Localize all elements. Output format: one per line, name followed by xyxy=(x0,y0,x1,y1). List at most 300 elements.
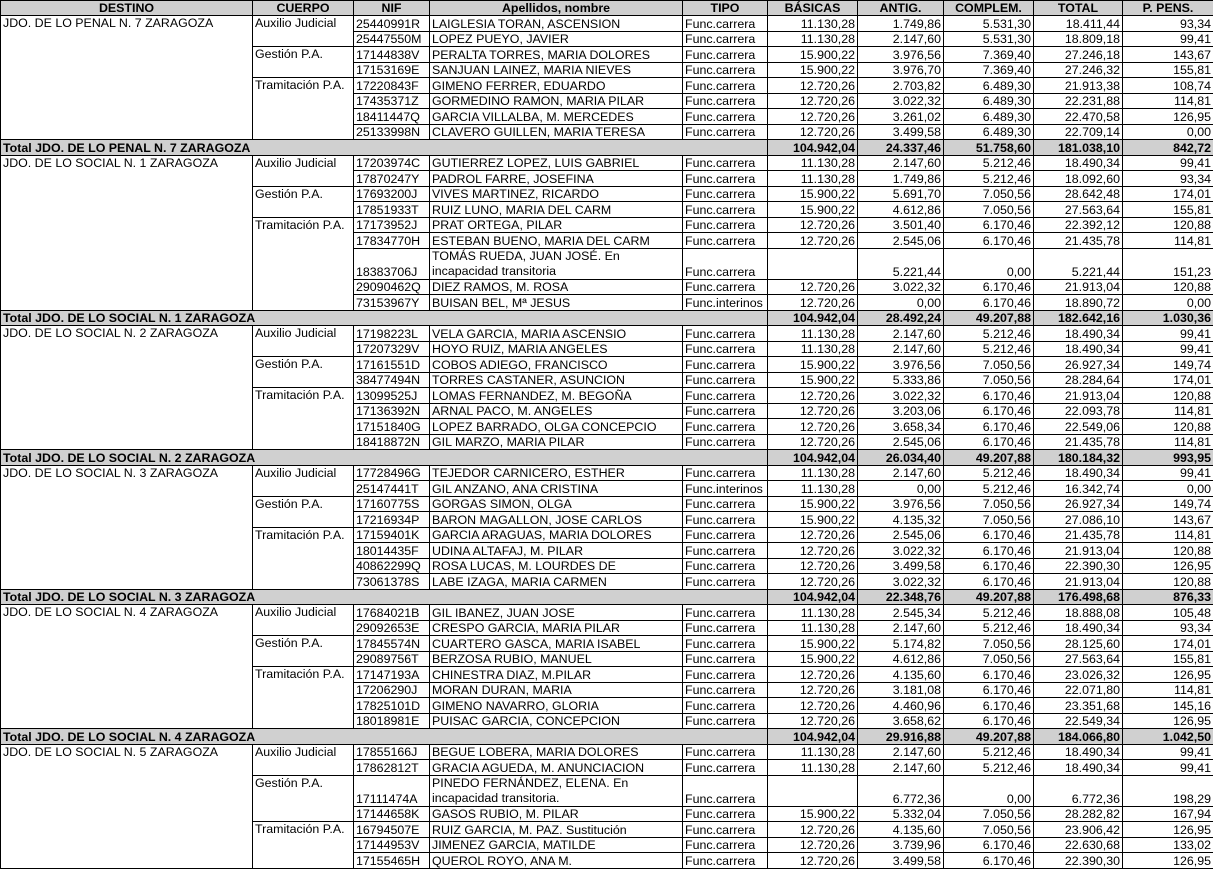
destino-cell: JDO. DE LO SOCIAL N. 1 ZARAGOZA xyxy=(1,155,253,310)
destino-cell: JDO. DE LO SOCIAL N. 4 ZARAGOZA xyxy=(1,605,253,729)
tipo-cell: Func.carrera xyxy=(683,558,768,574)
total-cell: 18.411,44 xyxy=(1034,16,1123,32)
basicas-cell: 15.900,22 xyxy=(768,62,858,78)
complem-cell: 6.170,46 xyxy=(944,837,1034,853)
nombre-cell: PRAT ORTEGA, PILAR xyxy=(430,217,683,233)
antig-cell: 3.501,40 xyxy=(858,217,944,233)
nif-cell: 17144838V xyxy=(354,47,430,63)
ppens-cell: 133,02 xyxy=(1123,837,1213,853)
nif-cell: 17198223L xyxy=(354,326,430,342)
total-cell: 21.913,04 xyxy=(1034,279,1123,295)
ppens-cell: 114,81 xyxy=(1123,434,1213,450)
tipo-cell: Func.carrera xyxy=(683,388,768,404)
tipo-cell: Func.carrera xyxy=(683,233,768,249)
basicas-cell: 12.720,26 xyxy=(768,109,858,125)
nombre-cell: PUISAC GARCIA, CONCEPCION xyxy=(430,713,683,729)
total-basicas-cell: 104.942,04 xyxy=(768,589,858,605)
tipo-cell: Func.interinos xyxy=(683,481,768,497)
cuerpo-cell: Tramitación P.A. xyxy=(253,822,354,869)
complem-cell: 7.050,56 xyxy=(944,372,1034,388)
nombre-cell: ESTEBAN BUENO, MARIA DEL CARM xyxy=(430,233,683,249)
nif-cell: 17151840G xyxy=(354,419,430,435)
cuerpo-cell: Gestión P.A. xyxy=(253,47,354,78)
antig-cell: 3.658,62 xyxy=(858,713,944,729)
nombre-cell: GIL MARZO, MARIA PILAR xyxy=(430,434,683,450)
basicas-cell: 11.130,28 xyxy=(768,760,858,776)
ppens-cell: 126,95 xyxy=(1123,109,1213,125)
tipo-cell: Func.carrera xyxy=(683,496,768,512)
ppens-cell: 99,41 xyxy=(1123,155,1213,171)
table-row xyxy=(1,744,1213,760)
nif-cell: 13099525J xyxy=(354,388,430,404)
complem-cell: 6.170,46 xyxy=(944,713,1034,729)
complem-cell: 6.489,30 xyxy=(944,93,1034,109)
section-total-label: Total JDO. DE LO SOCIAL N. 1 ZARAGOZA xyxy=(1,310,768,326)
total-cell: 5.221,44 xyxy=(1034,248,1123,279)
nif-cell: 17862812T xyxy=(354,760,430,776)
total-cell: 26.927,34 xyxy=(1034,357,1123,373)
nombre-cell: GARCIA ARAGUAS, MARIA DOLORES xyxy=(430,527,683,543)
destino-cell: JDO. DE LO SOCIAL N. 2 ZARAGOZA xyxy=(1,326,253,450)
complem-cell: 6.170,46 xyxy=(944,233,1034,249)
nif-cell: 17206290J xyxy=(354,682,430,698)
total-antig-cell: 24.337,46 xyxy=(858,140,944,156)
total-cell: 18.890,72 xyxy=(1034,295,1123,311)
antig-cell: 2.147,60 xyxy=(858,341,944,357)
tipo-cell: Func.carrera xyxy=(683,636,768,652)
nombre-cell: PADROL FARRE, JOSEFINA xyxy=(430,171,683,187)
cuerpo-cell: Gestión P.A. xyxy=(253,636,354,667)
total-cell: 22.549,06 xyxy=(1034,419,1123,435)
total-cell: 18.490,34 xyxy=(1034,326,1123,342)
total-cell: 18.490,34 xyxy=(1034,744,1123,760)
total-cell: 21.913,38 xyxy=(1034,78,1123,94)
nombre-cell: GASOS RUBIO, M. PILAR xyxy=(430,806,683,822)
nombre-cell: DIEZ RAMOS, M. ROSA xyxy=(430,279,683,295)
tipo-cell: Func.carrera xyxy=(683,326,768,342)
total-ppens-cell: 993,95 xyxy=(1123,450,1213,466)
nombre-cell: UDINA ALTAFAJ, M. PILAR xyxy=(430,543,683,559)
total-cell: 23.351,68 xyxy=(1034,698,1123,714)
nif-cell: 73061378S xyxy=(354,574,430,590)
cuerpo-cell: Auxilio Judicial xyxy=(253,326,354,357)
nombre-cell: ARNAL PACO, M. ANGELES xyxy=(430,403,683,419)
basicas-cell: 11.130,28 xyxy=(768,326,858,342)
nombre-cell: CUARTERO GASCA, MARIA ISABEL xyxy=(430,636,683,652)
complem-cell: 6.489,30 xyxy=(944,78,1034,94)
nif-cell: 17111474A xyxy=(354,775,430,806)
total-cell: 18.809,18 xyxy=(1034,31,1123,47)
complem-cell: 6.170,46 xyxy=(944,667,1034,683)
nombre-cell: GIMENO FERRER, EDUARDO xyxy=(430,78,683,94)
antig-cell: 4.612,86 xyxy=(858,651,944,667)
tipo-cell: Func.carrera xyxy=(683,279,768,295)
antig-cell: 3.181,08 xyxy=(858,682,944,698)
basicas-cell xyxy=(768,775,858,806)
cuerpo-cell: Gestión P.A. xyxy=(253,186,354,217)
nif-cell: 17203974C xyxy=(354,155,430,171)
antig-cell: 5.221,44 xyxy=(858,248,944,279)
total-cell: 27.563,64 xyxy=(1034,202,1123,218)
header-antig: ANTIG. xyxy=(858,1,944,16)
total-cell: 22.071,80 xyxy=(1034,682,1123,698)
tipo-cell: Func.carrera xyxy=(683,372,768,388)
nif-cell: 17160775S xyxy=(354,496,430,512)
complem-cell: 7.369,40 xyxy=(944,47,1034,63)
antig-cell: 0,00 xyxy=(858,295,944,311)
antig-cell: 4.612,86 xyxy=(858,202,944,218)
basicas-cell: 15.900,22 xyxy=(768,651,858,667)
complem-cell: 6.170,46 xyxy=(944,403,1034,419)
antig-cell: 5.333,86 xyxy=(858,372,944,388)
ppens-cell: 114,81 xyxy=(1123,682,1213,698)
basicas-cell: 15.900,22 xyxy=(768,806,858,822)
antig-cell: 3.499,58 xyxy=(858,853,944,869)
nif-cell: 17825101D xyxy=(354,698,430,714)
complem-cell: 7.050,56 xyxy=(944,186,1034,202)
antig-cell: 2.545,06 xyxy=(858,434,944,450)
complem-cell: 5.212,46 xyxy=(944,171,1034,187)
basicas-cell: 12.720,26 xyxy=(768,527,858,543)
nif-cell: 17207329V xyxy=(354,341,430,357)
complem-cell: 6.170,46 xyxy=(944,419,1034,435)
complem-cell: 6.170,46 xyxy=(944,434,1034,450)
basicas-cell: 11.130,28 xyxy=(768,31,858,47)
total-cell: 6.772,36 xyxy=(1034,775,1123,806)
nif-cell: 40862299Q xyxy=(354,558,430,574)
nif-cell: 17845574N xyxy=(354,636,430,652)
cuerpo-cell: Auxilio Judicial xyxy=(253,744,354,775)
nombre-cell: GIMENO NAVARRO, GLORIA xyxy=(430,698,683,714)
table-row xyxy=(1,326,1213,342)
section-total-row xyxy=(1,450,1213,466)
antig-cell: 2.147,60 xyxy=(858,760,944,776)
table-row xyxy=(1,465,1213,481)
ppens-cell: 155,81 xyxy=(1123,202,1213,218)
antig-cell: 3.022,32 xyxy=(858,543,944,559)
tipo-cell: Func.carrera xyxy=(683,16,768,32)
section-total-label: Total JDO. DE LO PENAL N. 7 ZARAGOZA xyxy=(1,140,768,156)
nif-cell: 17855166J xyxy=(354,744,430,760)
ppens-cell: 174,01 xyxy=(1123,186,1213,202)
nif-cell: 17153169E xyxy=(354,62,430,78)
total-cell: 22.630,68 xyxy=(1034,837,1123,853)
destino-cell: JDO. DE LO PENAL N. 7 ZARAGOZA xyxy=(1,16,253,140)
total-cell: 16.342,74 xyxy=(1034,481,1123,497)
complem-cell: 5.212,46 xyxy=(944,481,1034,497)
nombre-cell: LOMAS FERNANDEZ, M. BEGOÑA xyxy=(430,388,683,404)
nif-cell: 17147193A xyxy=(354,667,430,683)
cuerpo-cell: Auxilio Judicial xyxy=(253,155,354,186)
nombre-cell: GRACIA AGUEDA, M. ANUNCIACION xyxy=(430,760,683,776)
antig-cell: 1.749,86 xyxy=(858,16,944,32)
ppens-cell: 126,95 xyxy=(1123,853,1213,869)
basicas-cell: 11.130,28 xyxy=(768,465,858,481)
basicas-cell: 12.720,26 xyxy=(768,543,858,559)
nif-cell: 18018981E xyxy=(354,713,430,729)
nif-cell: 25440991R xyxy=(354,16,430,32)
nombre-cell: VELA GARCIA, MARIA ASCENSIO xyxy=(430,326,683,342)
ppens-cell: 149,74 xyxy=(1123,496,1213,512)
total-cell: 28.282,82 xyxy=(1034,806,1123,822)
ppens-cell: 120,88 xyxy=(1123,574,1213,590)
nombre-cell: TEJEDOR CARNICERO, ESTHER xyxy=(430,465,683,481)
nombre-cell: RUIZ LUNO, MARIA DEL CARM xyxy=(430,202,683,218)
ppens-cell: 143,67 xyxy=(1123,47,1213,63)
basicas-cell: 11.130,28 xyxy=(768,605,858,621)
total-cell: 28.125,60 xyxy=(1034,636,1123,652)
nif-cell: 29090462Q xyxy=(354,279,430,295)
total-cell: 18.490,34 xyxy=(1034,341,1123,357)
antig-cell: 2.545,06 xyxy=(858,233,944,249)
basicas-cell: 11.130,28 xyxy=(768,620,858,636)
total-basicas-cell: 104.942,04 xyxy=(768,310,858,326)
total-cell: 18.092,60 xyxy=(1034,171,1123,187)
nombre-cell: LAIGLESIA TORAN, ASCENSION xyxy=(430,16,683,32)
antig-cell: 2.147,60 xyxy=(858,31,944,47)
section-total-label: Total JDO. DE LO SOCIAL N. 2 ZARAGOZA xyxy=(1,450,768,466)
complem-cell: 7.369,40 xyxy=(944,62,1034,78)
nombre-cell: QUEROL ROYO, ANA M. xyxy=(430,853,683,869)
total-complem-cell: 49.207,88 xyxy=(944,589,1034,605)
total-basicas-cell: 104.942,04 xyxy=(768,729,858,745)
complem-cell: 6.170,46 xyxy=(944,698,1034,714)
nombre-cell: GUTIERREZ LOPEZ, LUIS GABRIEL xyxy=(430,155,683,171)
total-basicas-cell: 104.942,04 xyxy=(768,140,858,156)
complem-cell: 5.212,46 xyxy=(944,760,1034,776)
tipo-cell: Func.carrera xyxy=(683,186,768,202)
tipo-cell: Func.interinos xyxy=(683,295,768,311)
nif-cell: 16794507E xyxy=(354,822,430,838)
ppens-cell: 120,88 xyxy=(1123,217,1213,233)
total-cell: 27.246,18 xyxy=(1034,47,1123,63)
antig-cell: 4.460,96 xyxy=(858,698,944,714)
basicas-cell: 15.900,22 xyxy=(768,186,858,202)
total-cell: 21.435,78 xyxy=(1034,233,1123,249)
section-total-label: Total JDO. DE LO SOCIAL N. 3 ZARAGOZA xyxy=(1,589,768,605)
tipo-cell: Func.carrera xyxy=(683,806,768,822)
tipo-cell: Func.carrera xyxy=(683,605,768,621)
nombre-cell: LABE IZAGA, MARIA CARMEN xyxy=(430,574,683,590)
nif-cell: 17684021B xyxy=(354,605,430,621)
total-antig-cell: 22.348,76 xyxy=(858,589,944,605)
cuerpo-cell: Auxilio Judicial xyxy=(253,465,354,496)
total-cell: 27.563,64 xyxy=(1034,651,1123,667)
complem-cell: 6.170,46 xyxy=(944,527,1034,543)
tipo-cell: Func.carrera xyxy=(683,341,768,357)
nif-cell: 18014435F xyxy=(354,543,430,559)
total-cell: 22.549,34 xyxy=(1034,713,1123,729)
total-cell: 18.490,34 xyxy=(1034,760,1123,776)
antig-cell: 3.499,58 xyxy=(858,124,944,140)
ppens-cell: 93,34 xyxy=(1123,171,1213,187)
total-cell: 21.913,04 xyxy=(1034,388,1123,404)
total-cell: 21.913,04 xyxy=(1034,543,1123,559)
header-total: TOTAL xyxy=(1034,1,1123,16)
nombre-cell: LOPEZ BARRADO, OLGA CONCEPCIO xyxy=(430,419,683,435)
antig-cell: 4.135,60 xyxy=(858,822,944,838)
nombre-cell: GIL IBANEZ, JUAN JOSE xyxy=(430,605,683,621)
tipo-cell: Func.carrera xyxy=(683,651,768,667)
nif-cell: 25133998N xyxy=(354,124,430,140)
ppens-cell: 167,94 xyxy=(1123,806,1213,822)
cuerpo-cell: Tramitación P.A. xyxy=(253,78,354,140)
complem-cell: 7.050,56 xyxy=(944,496,1034,512)
cuerpo-cell: Tramitación P.A. xyxy=(253,388,354,450)
ppens-cell: 99,41 xyxy=(1123,760,1213,776)
nif-cell: 17693200J xyxy=(354,186,430,202)
ppens-cell: 149,74 xyxy=(1123,357,1213,373)
basicas-cell: 12.720,26 xyxy=(768,667,858,683)
nif-cell: 17136392N xyxy=(354,403,430,419)
nombre-cell: VIVES MARTINEZ, RICARDO xyxy=(430,186,683,202)
total-total-cell: 182.642,16 xyxy=(1034,310,1123,326)
ppens-cell: 174,01 xyxy=(1123,636,1213,652)
complem-cell: 6.170,46 xyxy=(944,853,1034,869)
tipo-cell: Func.carrera xyxy=(683,620,768,636)
complem-cell: 6.170,46 xyxy=(944,574,1034,590)
total-antig-cell: 26.034,40 xyxy=(858,450,944,466)
ppens-cell: 114,81 xyxy=(1123,527,1213,543)
basicas-cell: 12.720,26 xyxy=(768,682,858,698)
nombre-cell: BUISAN BEL, Mª JESUS xyxy=(430,295,683,311)
nif-cell: 17220843F xyxy=(354,78,430,94)
basicas-cell: 12.720,26 xyxy=(768,93,858,109)
basicas-cell: 12.720,26 xyxy=(768,217,858,233)
basicas-cell: 12.720,26 xyxy=(768,419,858,435)
basicas-cell: 12.720,26 xyxy=(768,388,858,404)
complem-cell: 5.212,46 xyxy=(944,326,1034,342)
antig-cell: 3.976,56 xyxy=(858,47,944,63)
ppens-cell: 151,23 xyxy=(1123,248,1213,279)
tipo-cell: Func.carrera xyxy=(683,775,768,806)
antig-cell: 5.332,04 xyxy=(858,806,944,822)
total-cell: 22.093,78 xyxy=(1034,403,1123,419)
nif-cell: 17173952J xyxy=(354,217,430,233)
complem-cell: 6.170,46 xyxy=(944,682,1034,698)
nombre-cell: CLAVERO GUILLEN, MARIA TERESA xyxy=(430,124,683,140)
nombre-cell: HOYO RUIZ, MARIA ANGELES xyxy=(430,341,683,357)
complem-cell: 5.212,46 xyxy=(944,620,1034,636)
ppens-cell: 198,29 xyxy=(1123,775,1213,806)
complem-cell: 5.531,30 xyxy=(944,16,1034,32)
complem-cell: 7.050,56 xyxy=(944,806,1034,822)
basicas-cell: 12.720,26 xyxy=(768,574,858,590)
nombre-cell: MORAN DURAN, MARIA xyxy=(430,682,683,698)
basicas-cell: 11.130,28 xyxy=(768,744,858,760)
antig-cell: 3.022,32 xyxy=(858,93,944,109)
nif-cell: 73153967Y xyxy=(354,295,430,311)
nombre-cell: TORRES CASTANER, ASUNCION xyxy=(430,372,683,388)
nif-cell: 17435371Z xyxy=(354,93,430,109)
ppens-cell: 174,01 xyxy=(1123,372,1213,388)
cuerpo-cell: Tramitación P.A. xyxy=(253,527,354,589)
nombre-cell: SANJUAN LAINEZ, MARIA NIEVES xyxy=(430,62,683,78)
antig-cell: 3.976,70 xyxy=(858,62,944,78)
antig-cell: 2.147,60 xyxy=(858,620,944,636)
ppens-cell: 108,74 xyxy=(1123,78,1213,94)
total-complem-cell: 49.207,88 xyxy=(944,450,1034,466)
ppens-cell: 120,88 xyxy=(1123,279,1213,295)
total-ppens-cell: 876,33 xyxy=(1123,589,1213,605)
basicas-cell: 12.720,26 xyxy=(768,698,858,714)
header-row xyxy=(1,1,1213,16)
ppens-cell: 99,41 xyxy=(1123,31,1213,47)
total-cell: 18.490,34 xyxy=(1034,620,1123,636)
total-complem-cell: 49.207,88 xyxy=(944,310,1034,326)
tipo-cell: Func.carrera xyxy=(683,543,768,559)
header-destino: DESTINO xyxy=(1,1,253,16)
tipo-cell: Func.carrera xyxy=(683,698,768,714)
nombre-cell: PERALTA TORRES, MARIA DOLORES xyxy=(430,47,683,63)
complem-cell: 6.489,30 xyxy=(944,124,1034,140)
tipo-cell: Func.carrera xyxy=(683,202,768,218)
total-cell: 23.026,32 xyxy=(1034,667,1123,683)
tipo-cell: Func.carrera xyxy=(683,667,768,683)
ppens-cell: 99,41 xyxy=(1123,465,1213,481)
basicas-cell: 12.720,26 xyxy=(768,124,858,140)
complem-cell: 6.170,46 xyxy=(944,558,1034,574)
tipo-cell: Func.carrera xyxy=(683,853,768,869)
total-antig-cell: 28.492,24 xyxy=(858,310,944,326)
total-ppens-cell: 842,72 xyxy=(1123,140,1213,156)
nombre-cell: CRESPO GARCIA, MARIA PILAR xyxy=(430,620,683,636)
antig-cell: 4.135,32 xyxy=(858,512,944,528)
total-total-cell: 184.066,80 xyxy=(1034,729,1123,745)
basicas-cell: 12.720,26 xyxy=(768,78,858,94)
basicas-cell: 12.720,26 xyxy=(768,837,858,853)
nombre-cell: CHINESTRA DIAZ, M.PILAR xyxy=(430,667,683,683)
antig-cell: 2.147,60 xyxy=(858,744,944,760)
complem-cell: 7.050,56 xyxy=(944,512,1034,528)
tipo-cell: Func.carrera xyxy=(683,357,768,373)
basicas-cell: 12.720,26 xyxy=(768,233,858,249)
complem-cell: 6.170,46 xyxy=(944,388,1034,404)
nif-cell: 17159401K xyxy=(354,527,430,543)
total-cell: 22.390,30 xyxy=(1034,558,1123,574)
antig-cell: 2.545,06 xyxy=(858,527,944,543)
nombre-cell: BARON MAGALLON, JOSE CARLOS xyxy=(430,512,683,528)
basicas-cell: 11.130,28 xyxy=(768,16,858,32)
destino-cell: JDO. DE LO SOCIAL N. 3 ZARAGOZA xyxy=(1,465,253,589)
total-cell: 22.390,30 xyxy=(1034,853,1123,869)
total-basicas-cell: 104.942,04 xyxy=(768,450,858,466)
ppens-cell: 114,81 xyxy=(1123,93,1213,109)
tipo-cell: Func.carrera xyxy=(683,109,768,125)
complem-cell: 5.212,46 xyxy=(944,605,1034,621)
section-total-row xyxy=(1,140,1213,156)
tipo-cell: Func.carrera xyxy=(683,744,768,760)
total-ppens-cell: 1.030,36 xyxy=(1123,310,1213,326)
antig-cell: 0,00 xyxy=(858,481,944,497)
antig-cell: 2.147,60 xyxy=(858,465,944,481)
basicas-cell: 15.900,22 xyxy=(768,357,858,373)
complem-cell: 7.050,56 xyxy=(944,822,1034,838)
tipo-cell: Func.carrera xyxy=(683,217,768,233)
antig-cell: 2.147,60 xyxy=(858,155,944,171)
ppens-cell: 120,88 xyxy=(1123,419,1213,435)
antig-cell: 6.772,36 xyxy=(858,775,944,806)
total-antig-cell: 29.916,88 xyxy=(858,729,944,745)
complem-cell: 0,00 xyxy=(944,775,1034,806)
antig-cell: 1.749,86 xyxy=(858,171,944,187)
ppens-cell: 99,41 xyxy=(1123,326,1213,342)
section-total-row xyxy=(1,589,1213,605)
nif-cell: 17155465H xyxy=(354,853,430,869)
antig-cell: 3.499,58 xyxy=(858,558,944,574)
tipo-cell: Func.carrera xyxy=(683,760,768,776)
total-cell: 23.906,42 xyxy=(1034,822,1123,838)
